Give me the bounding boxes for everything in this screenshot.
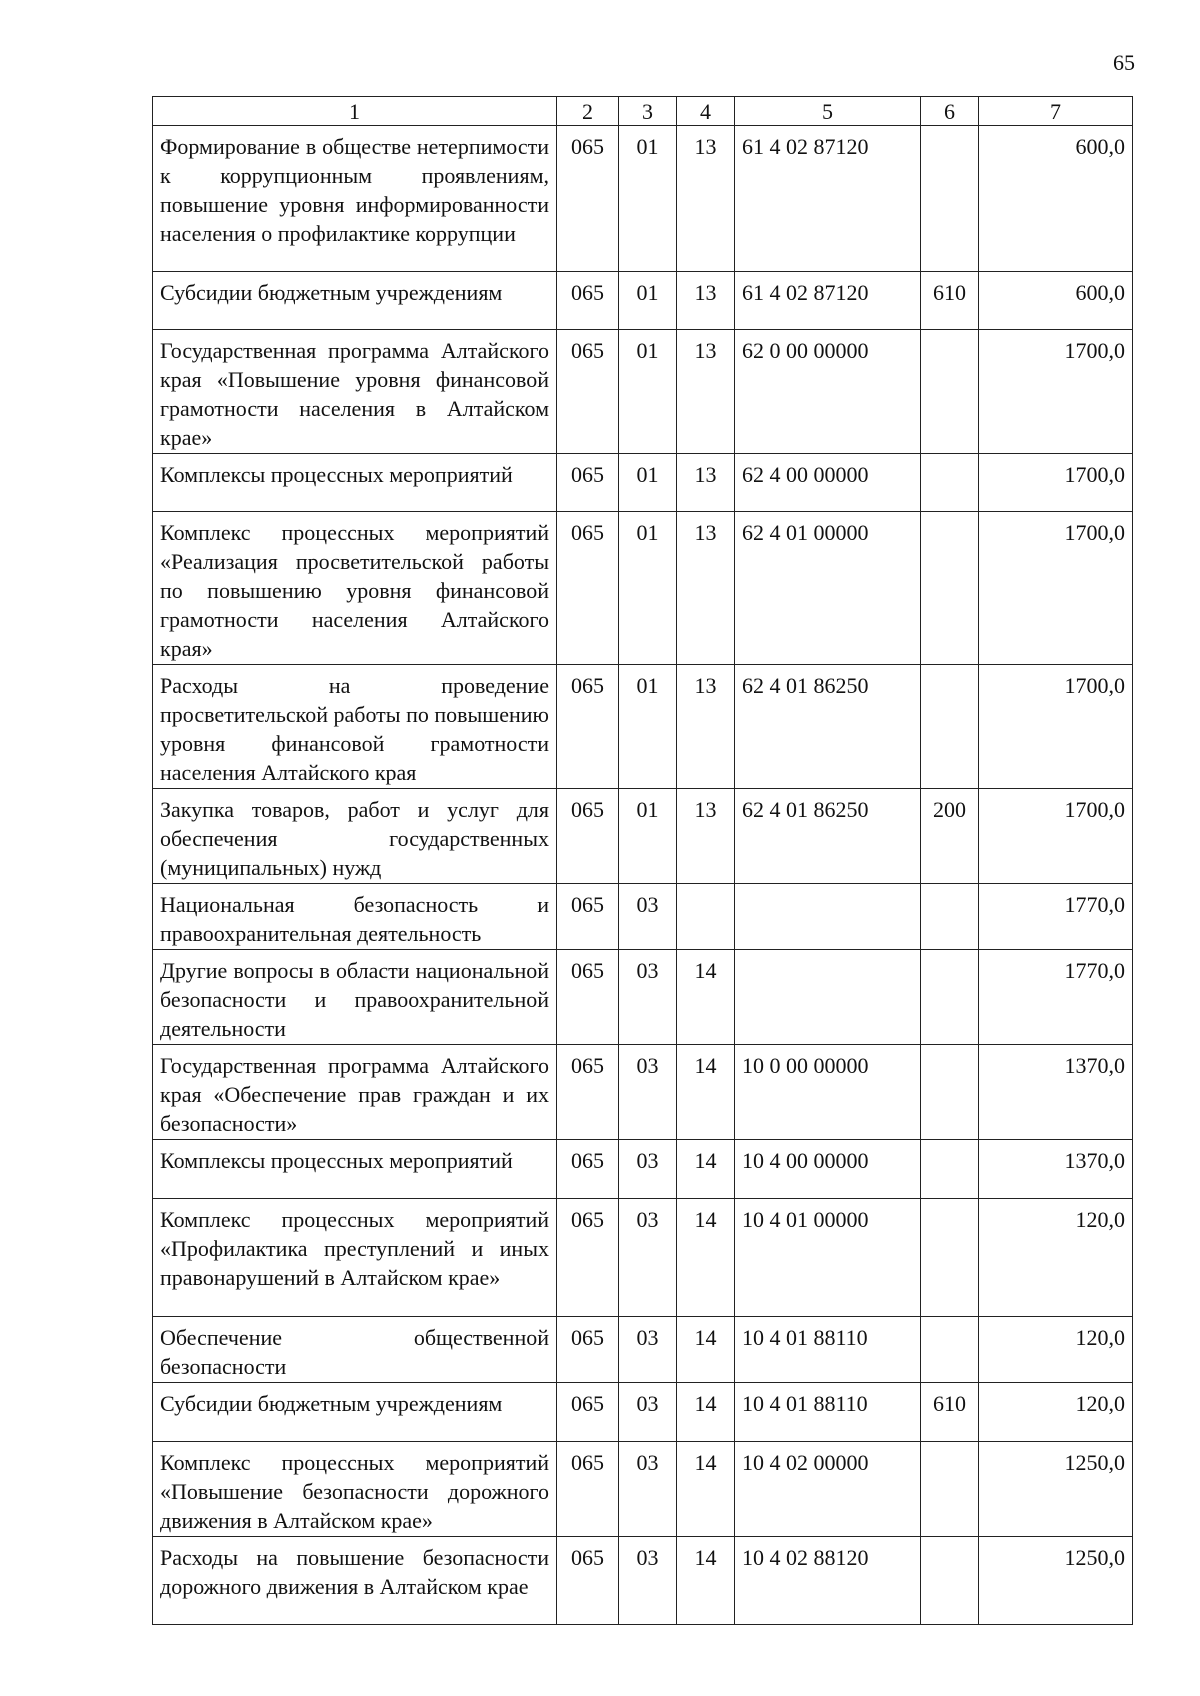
expense-name-cell: Комплекс процессных мероприятий «Профилактика преступлений и иных правонарушений в Алтайском крае» <box>153 1199 557 1317</box>
section-cell: 03 <box>619 1317 677 1383</box>
expense-type-cell <box>921 1537 979 1625</box>
target-article-cell: 62 4 01 86250 <box>735 665 921 789</box>
expense-type-cell <box>921 1140 979 1199</box>
amount-cell: 1700,0 <box>979 330 1133 454</box>
amount-cell: 120,0 <box>979 1317 1133 1383</box>
amount-cell: 1770,0 <box>979 884 1133 950</box>
ministry-code-cell: 065 <box>557 512 619 665</box>
table-row <box>153 1442 1133 1537</box>
target-article-cell: 61 4 02 87120 <box>735 126 921 272</box>
amount-cell: 1770,0 <box>979 950 1133 1045</box>
column-header: 6 <box>921 97 979 126</box>
section-cell: 03 <box>619 1199 677 1317</box>
expense-name-cell: Другие вопросы в области национальной безопасности и правоохранительной деятельности <box>153 950 557 1045</box>
section-cell: 01 <box>619 665 677 789</box>
subsection-cell: 14 <box>677 950 735 1045</box>
expense-type-cell <box>921 454 979 512</box>
table-row <box>153 1045 1133 1140</box>
table-row <box>153 1317 1133 1383</box>
ministry-code-cell: 065 <box>557 272 619 330</box>
ministry-code-cell: 065 <box>557 950 619 1045</box>
target-article-cell: 10 4 01 88110 <box>735 1383 921 1442</box>
expense-type-cell: 200 <box>921 789 979 884</box>
ministry-code-cell: 065 <box>557 1317 619 1383</box>
target-article-cell: 10 0 00 00000 <box>735 1045 921 1140</box>
budget-table <box>152 96 1133 1625</box>
section-cell: 01 <box>619 330 677 454</box>
expense-type-cell: 610 <box>921 1383 979 1442</box>
target-article-cell: 10 4 02 88120 <box>735 1537 921 1625</box>
ministry-code-cell: 065 <box>557 1383 619 1442</box>
target-article-cell <box>735 884 921 950</box>
expense-name-cell: Комплексы процессных мероприятий <box>153 454 557 512</box>
page-number: 65 <box>1113 50 1135 75</box>
table-row <box>153 454 1133 512</box>
table-row <box>153 1383 1133 1442</box>
subsection-cell: 14 <box>677 1140 735 1199</box>
expense-name-cell: Комплекс процессных мероприятий «Реализация просветительской работы по повышению уровня финансовой грамотности населения Алтайского края» <box>153 512 557 665</box>
subsection-cell <box>677 884 735 950</box>
expense-type-cell <box>921 1199 979 1317</box>
target-article-cell: 62 4 01 00000 <box>735 512 921 665</box>
expense-name-cell: Формирование в обществе нетерпимости к коррупционным проявлениям, повышение уровня информированности населения о профилактике коррупции <box>153 126 557 272</box>
expense-type-cell <box>921 1045 979 1140</box>
section-cell: 01 <box>619 126 677 272</box>
table-header-row <box>153 97 1133 126</box>
target-article-cell: 10 4 02 00000 <box>735 1442 921 1537</box>
amount-cell: 1250,0 <box>979 1442 1133 1537</box>
amount-cell: 1700,0 <box>979 789 1133 884</box>
expense-type-cell <box>921 1317 979 1383</box>
amount-cell: 1700,0 <box>979 665 1133 789</box>
table-row <box>153 330 1133 454</box>
expense-name-cell: Комплексы процессных мероприятий <box>153 1140 557 1199</box>
section-cell: 03 <box>619 1537 677 1625</box>
column-header: 7 <box>979 97 1133 126</box>
section-cell: 03 <box>619 1140 677 1199</box>
expense-type-cell <box>921 884 979 950</box>
table-body <box>153 126 1133 1625</box>
subsection-cell: 13 <box>677 665 735 789</box>
subsection-cell: 14 <box>677 1537 735 1625</box>
column-header: 2 <box>557 97 619 126</box>
expense-name-cell: Расходы на повышение безопасности дорожного движения в Алтайском крае <box>153 1537 557 1625</box>
column-header: 5 <box>735 97 921 126</box>
subsection-cell: 14 <box>677 1383 735 1442</box>
amount-cell: 1700,0 <box>979 512 1133 665</box>
subsection-cell: 14 <box>677 1442 735 1537</box>
ministry-code-cell: 065 <box>557 1537 619 1625</box>
amount-cell: 1370,0 <box>979 1045 1133 1140</box>
expense-type-cell <box>921 950 979 1045</box>
expense-type-cell <box>921 665 979 789</box>
table-row <box>153 1537 1133 1625</box>
ministry-code-cell: 065 <box>557 454 619 512</box>
amount-cell: 600,0 <box>979 272 1133 330</box>
expense-name-cell: Государственная программа Алтайского края «Обеспечение прав граждан и их безопасности» <box>153 1045 557 1140</box>
expense-name-cell: Субсидии бюджетным учреждениям <box>153 272 557 330</box>
expense-type-cell <box>921 512 979 665</box>
expense-name-cell: Национальная безопасность и правоохранительная деятельность <box>153 884 557 950</box>
table-row <box>153 665 1133 789</box>
target-article-cell: 62 4 00 00000 <box>735 454 921 512</box>
section-cell: 01 <box>619 512 677 665</box>
amount-cell: 1700,0 <box>979 454 1133 512</box>
table-row <box>153 272 1133 330</box>
column-header: 4 <box>677 97 735 126</box>
table-row <box>153 884 1133 950</box>
subsection-cell: 13 <box>677 512 735 665</box>
column-header: 1 <box>153 97 557 126</box>
column-header: 3 <box>619 97 677 126</box>
section-cell: 03 <box>619 1442 677 1537</box>
section-cell: 03 <box>619 950 677 1045</box>
subsection-cell: 13 <box>677 126 735 272</box>
section-cell: 01 <box>619 454 677 512</box>
expense-name-cell: Закупка товаров, работ и услуг для обеспечения государственных (муниципальных) нужд <box>153 789 557 884</box>
section-cell: 03 <box>619 884 677 950</box>
expense-name-cell: Государственная программа Алтайского края «Повышение уровня финансовой грамотности населения в Алтайском крае» <box>153 330 557 454</box>
expense-type-cell <box>921 126 979 272</box>
table-row <box>153 512 1133 665</box>
expense-type-cell <box>921 330 979 454</box>
target-article-cell: 62 4 01 86250 <box>735 789 921 884</box>
target-article-cell: 10 4 01 00000 <box>735 1199 921 1317</box>
subsection-cell: 14 <box>677 1199 735 1317</box>
ministry-code-cell: 065 <box>557 789 619 884</box>
section-cell: 03 <box>619 1045 677 1140</box>
amount-cell: 1370,0 <box>979 1140 1133 1199</box>
table-row <box>153 789 1133 884</box>
ministry-code-cell: 065 <box>557 1045 619 1140</box>
ministry-code-cell: 065 <box>557 126 619 272</box>
subsection-cell: 13 <box>677 272 735 330</box>
subsection-cell: 13 <box>677 330 735 454</box>
table-row <box>153 1140 1133 1199</box>
subsection-cell: 14 <box>677 1317 735 1383</box>
subsection-cell: 13 <box>677 789 735 884</box>
table-row <box>153 950 1133 1045</box>
ministry-code-cell: 065 <box>557 884 619 950</box>
target-article-cell <box>735 950 921 1045</box>
table-row <box>153 1199 1133 1317</box>
subsection-cell: 13 <box>677 454 735 512</box>
target-article-cell: 61 4 02 87120 <box>735 272 921 330</box>
expense-name-cell: Расходы на проведение просветительской работы по повышению уровня финансовой грамотности населения Алтайского края <box>153 665 557 789</box>
target-article-cell: 10 4 00 00000 <box>735 1140 921 1199</box>
ministry-code-cell: 065 <box>557 1199 619 1317</box>
section-cell: 01 <box>619 272 677 330</box>
amount-cell: 120,0 <box>979 1199 1133 1317</box>
ministry-code-cell: 065 <box>557 1442 619 1537</box>
section-cell: 03 <box>619 1383 677 1442</box>
expense-type-cell: 610 <box>921 272 979 330</box>
amount-cell: 1250,0 <box>979 1537 1133 1625</box>
amount-cell: 120,0 <box>979 1383 1133 1442</box>
expense-type-cell <box>921 1442 979 1537</box>
expense-name-cell: Субсидии бюджетным учреждениям <box>153 1383 557 1442</box>
table-row <box>153 126 1133 272</box>
section-cell: 01 <box>619 789 677 884</box>
ministry-code-cell: 065 <box>557 1140 619 1199</box>
target-article-cell: 62 0 00 00000 <box>735 330 921 454</box>
expense-name-cell: Комплекс процессных мероприятий «Повышение безопасности дорожного движения в Алтайском крае» <box>153 1442 557 1537</box>
amount-cell: 600,0 <box>979 126 1133 272</box>
expense-name-cell: Обеспечение общественной безопасности <box>153 1317 557 1383</box>
target-article-cell: 10 4 01 88110 <box>735 1317 921 1383</box>
subsection-cell: 14 <box>677 1045 735 1140</box>
ministry-code-cell: 065 <box>557 330 619 454</box>
ministry-code-cell: 065 <box>557 665 619 789</box>
